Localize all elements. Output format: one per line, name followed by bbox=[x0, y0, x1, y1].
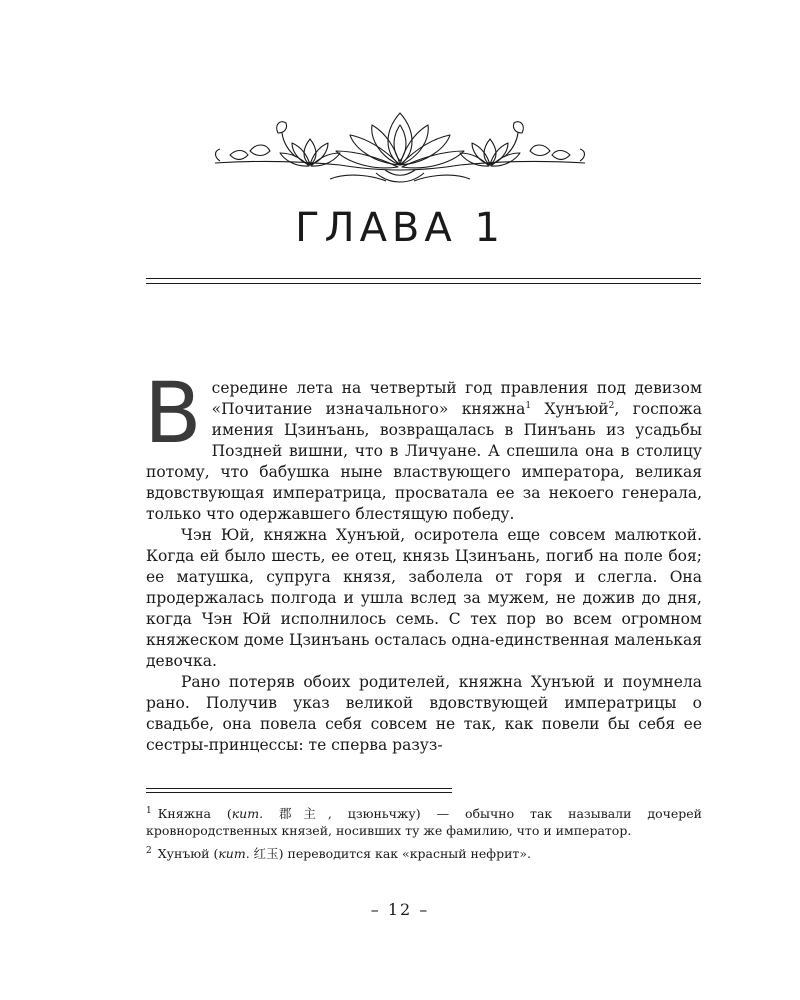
paragraph-text: , госпожа имения Цзинъань, возвращалась в Пинъань из усадьбы Поздней вишни, что в Личуане. А спешила она в столицу потому, что бабушка ныне властвующего императора, великая вдовствующая императрица, просватала ее за некоего генерала, только что одержавшего блестящую победу. bbox=[146, 400, 702, 523]
footnote-text: Хунъюй ( bbox=[157, 846, 219, 861]
footnote-marker: 1 bbox=[146, 805, 152, 816]
footnote-ref[interactable]: 1 bbox=[525, 400, 532, 411]
paragraph: Чэн Юй, княжна Хунъюй, осиротела еще совсем малюткой. Когда ей было шесть, ее отец, князь Цзинъань, погиб на поле боя; ее матушка, супруга князя, заболела от горя и слегла. Она продержалась полгода и ушла вслед за мужем, не дожив до дня, когда Чэн Юй исполнилось семь. С тех пор во всем огромном княжеском доме Цзинъань осталась одна-единственная маленькая девочка. bbox=[146, 526, 702, 670]
footnote-rule-top bbox=[146, 788, 452, 789]
footnote-marker: 2 bbox=[146, 845, 152, 856]
paragraph-text: Хунъюй bbox=[531, 400, 609, 418]
title-rule-bottom bbox=[146, 283, 701, 284]
drop-cap: В bbox=[144, 364, 202, 462]
paragraph bbox=[144, 364, 702, 525]
paragraph: Рано потеряв обоих родителей, княжна Хунъюй и поумнела рано. Получив указ великой вдовствующей императрицы о свадьбе, она повела себя совсем не так, как повели бы себя ее сестры-принцессы: те сперва разуз- bbox=[146, 673, 702, 754]
footnote-rule-bottom bbox=[146, 792, 452, 793]
footnote bbox=[146, 805, 702, 839]
footnote-text: 红玉) переводится как «красный нефрит». bbox=[249, 846, 531, 861]
page-number: – 12 – bbox=[370, 900, 430, 919]
chapter-title: ГЛАВА 1 bbox=[295, 205, 505, 251]
lotus-ornament-icon bbox=[200, 95, 600, 195]
paragraph-text: середине лета на четвертый год правления под девизом «Почитание изначального» княжна bbox=[211, 379, 702, 418]
footnote-abbr: кит. bbox=[218, 846, 250, 861]
footnote-ref[interactable]: 2 bbox=[608, 400, 615, 411]
footnote-text: Княжна ( bbox=[157, 806, 232, 821]
chapter-body bbox=[144, 364, 702, 756]
footnote-text: 郡主, цзюньчжу) — обычно так называли дочерей кровнородственных князей, носивших ту же фамилию, что и император. bbox=[146, 806, 702, 838]
footnote bbox=[146, 845, 702, 862]
title-rule-top bbox=[146, 278, 701, 279]
footnote-abbr: кит. bbox=[231, 806, 264, 821]
footnotes bbox=[146, 805, 702, 868]
